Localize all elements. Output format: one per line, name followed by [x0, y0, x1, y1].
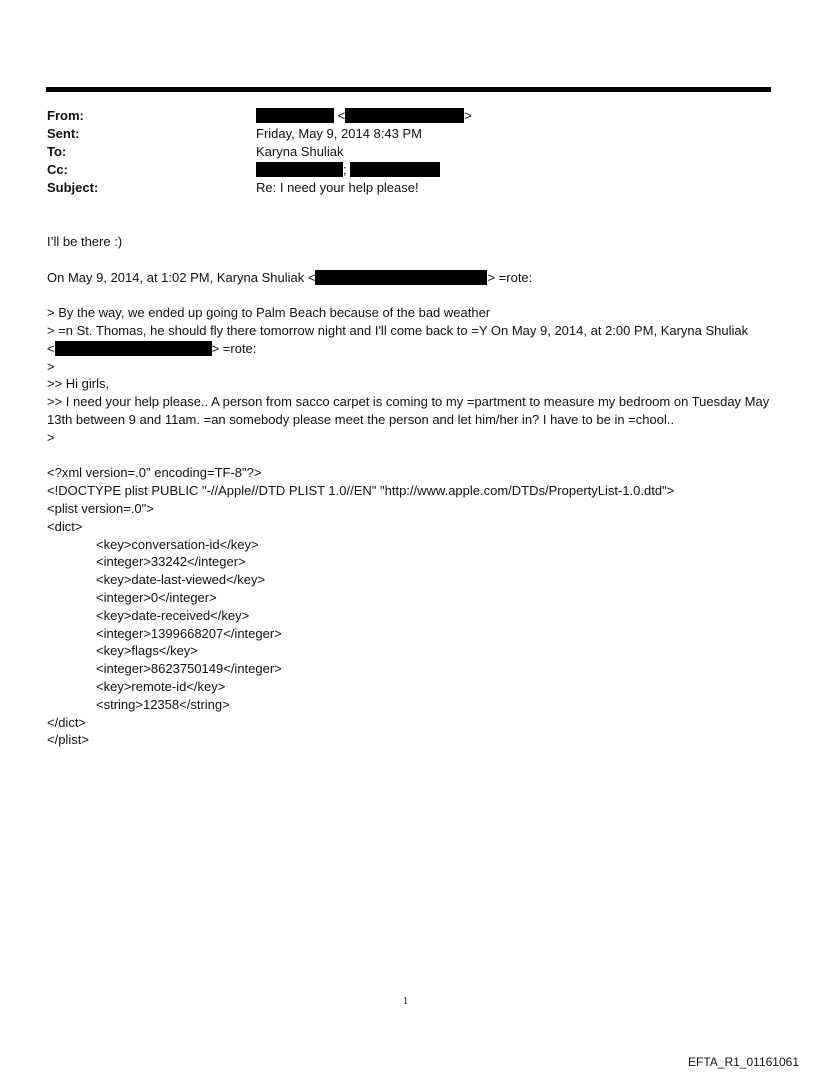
subject-value: Re: I need your help please! [256, 180, 419, 195]
plist-line: <key>flags</key> [96, 643, 198, 659]
to-label: To: [47, 144, 67, 159]
quote-line: > =n St. Thomas, he should fly there tomorrow night and I'll come back to =Y On May 9, 2014, at 2:00 PM, Karyna Shuliak [47, 322, 749, 338]
from-row [47, 107, 747, 125]
cc-value [256, 161, 440, 179]
plist-line: <!DOCTYPE plist PUBLIC "-//Apple//DTD PLIST 1.0//EN" "http://www.apple.com/DTDs/PropertyList-1.0.dtd"> [47, 483, 675, 499]
redaction-block [256, 162, 343, 177]
redaction-block [350, 162, 440, 177]
subject-row [47, 179, 747, 197]
from-lt: < [337, 108, 346, 123]
quote-line: < > =rote: [47, 340, 257, 356]
from-label: From: [47, 108, 84, 123]
plist-line: <key>date-last-viewed</key> [96, 572, 266, 588]
plist-line: <key>conversation-id</key> [96, 536, 259, 552]
sent-row [47, 125, 747, 143]
redaction-block [55, 341, 212, 356]
plist-line: </plist> [47, 732, 89, 748]
email-header [47, 107, 747, 197]
cc-label: Cc: [47, 162, 68, 177]
quote-intro: On May 9, 2014, at 1:02 PM, Karyna Shuliak < > =rote: [47, 269, 533, 285]
sent-label: Sent: [47, 126, 80, 141]
plist-line: <integer>1399668207</integer> [96, 625, 282, 641]
header-rule [46, 87, 771, 92]
cc-row [47, 161, 747, 179]
plist-line: <key>date-received</key> [96, 607, 250, 623]
plist-line: <string>12358</string> [96, 696, 230, 712]
plist-line: <integer>0</integer> [96, 589, 217, 605]
from-value [256, 107, 472, 125]
quote-line: > [47, 429, 55, 445]
quote-line: > By the way, we ended up going to Palm Beach because of the bad weather [47, 305, 491, 321]
document-id: EFTA_R1_01161061 [688, 1055, 799, 1069]
to-row [47, 143, 747, 161]
email-body [47, 233, 777, 749]
redaction-block [345, 108, 464, 123]
plist-line: <integer>33242</integer> [96, 554, 246, 570]
quote-line: >> I need your help please.. A person from sacco carpet is coming to my =partment to measure my bedroom on Tuesday May 13th between 9 and 11am. =an somebody please meet the person and let him/her in? I have to be in =chool.. [47, 394, 770, 427]
plist-line: </dict> [47, 714, 87, 730]
to-value: Karyna Shuliak [256, 144, 344, 159]
page-number: 1 [403, 996, 408, 1007]
sent-value: Friday, May 9, 2014 8:43 PM [256, 126, 422, 141]
cc-separator: ; [343, 162, 347, 177]
plist-line: <plist version=.0"> [47, 500, 154, 516]
reply-text: I’ll be there :) [47, 234, 123, 249]
plist-line: <key>remote-id</key> [96, 678, 226, 694]
quote-line: > [47, 358, 55, 374]
redaction-block [315, 270, 487, 285]
plist-line: <dict> [47, 518, 83, 534]
from-gt: > [464, 108, 472, 123]
plist-line: <?xml version=.0" encoding=TF-8"?> [47, 465, 262, 481]
plist-line: <integer>8623750149</integer> [96, 661, 282, 677]
quote-line: >> Hi girls, [47, 376, 110, 392]
redaction-block [256, 108, 334, 123]
subject-label: Subject: [47, 180, 99, 195]
